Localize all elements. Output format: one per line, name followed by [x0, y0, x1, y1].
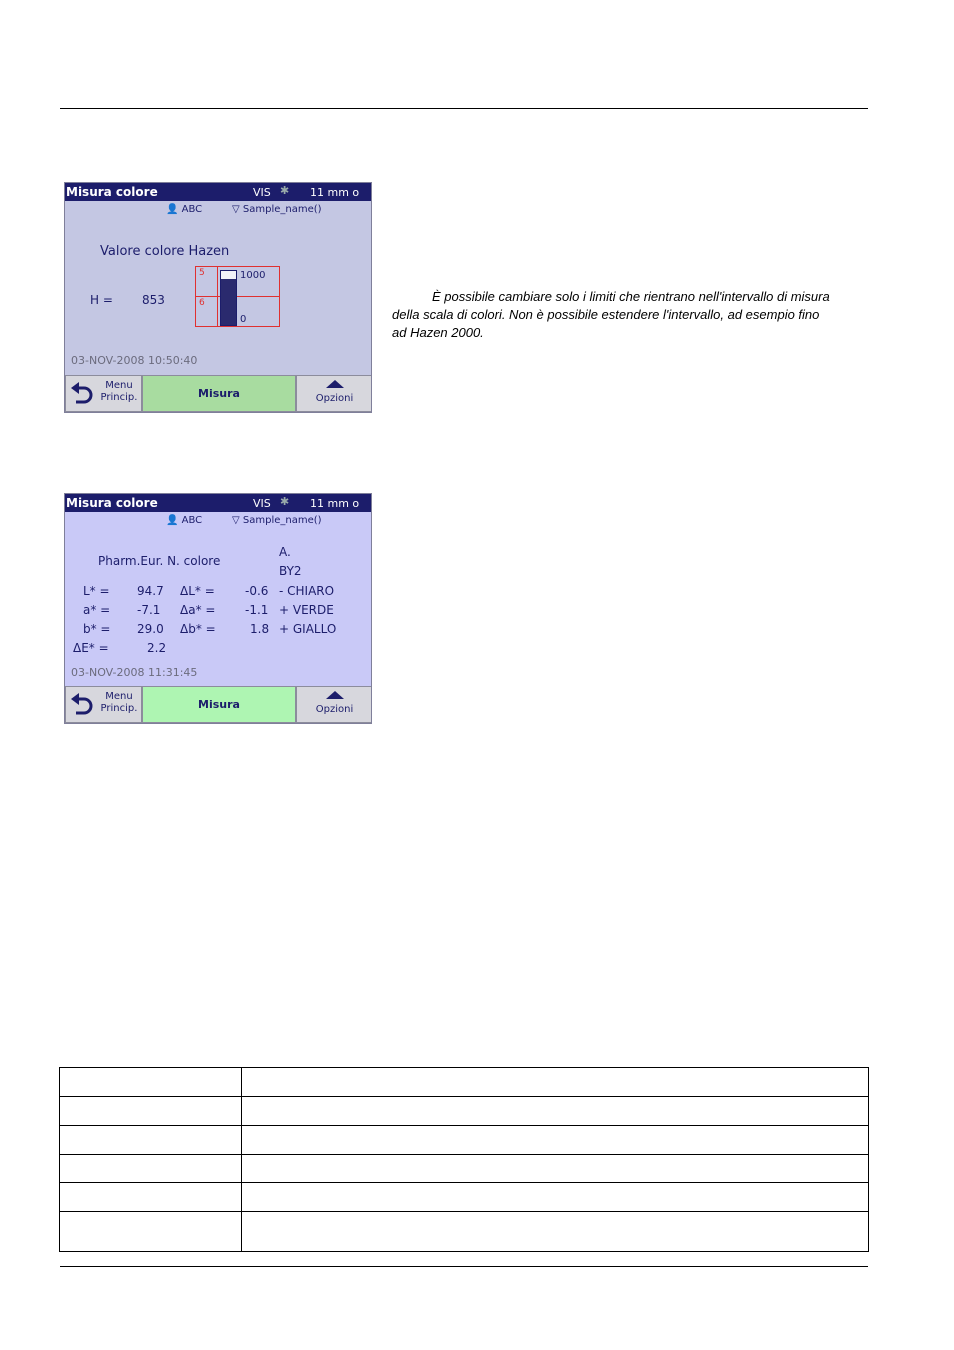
row-value: -7.1: [137, 603, 161, 617]
result-value-line1: A.: [279, 545, 291, 559]
footer-rule: [60, 1266, 868, 1267]
result-title: Valore colore Hazen: [100, 244, 230, 259]
button-row: [65, 375, 371, 412]
title-bar: [65, 494, 371, 512]
hazen-screen: [64, 182, 372, 413]
table-row: [60, 1183, 869, 1212]
result-label: Pharm.Eur. N. colore: [98, 554, 221, 568]
main-menu-line1: Menu: [105, 691, 133, 702]
row-label: b* =: [83, 622, 111, 636]
screen-title: Misura colore: [66, 185, 158, 199]
upper-zone-label: 5: [199, 268, 205, 278]
row-delta-label: Δb* =: [180, 622, 216, 636]
main-menu-line2: Princip.: [100, 703, 138, 714]
options-label: Opzioni: [315, 704, 354, 715]
color-row-b: [65, 622, 372, 638]
table-cell: [60, 1126, 242, 1155]
table-cell: [60, 1212, 242, 1252]
color-row-l: [65, 584, 372, 600]
lower-zone-label: 6: [199, 298, 205, 308]
table-cell: [242, 1068, 869, 1097]
table-cell: [60, 1068, 242, 1097]
sample-icon: ▽: [232, 515, 240, 526]
table-row: [60, 1212, 869, 1252]
row-value: 2.2: [147, 641, 167, 655]
table-cell: [242, 1183, 869, 1212]
up-arrow-icon: [326, 380, 344, 388]
row-delta-value: 1.8: [250, 622, 270, 636]
color-row-a: [65, 603, 372, 619]
sample-name: Sample_name(): [242, 204, 322, 215]
table-cell: [60, 1097, 242, 1126]
main-menu-line2: Princip.: [100, 392, 138, 403]
result-label: H =: [90, 293, 113, 307]
row-delta-value: -1.1: [245, 603, 269, 617]
user-name: ABC: [181, 515, 203, 526]
gauge-max: 1000: [240, 270, 266, 281]
main-menu-button[interactable]: [65, 375, 142, 412]
main-menu-label: [97, 691, 141, 715]
options-button[interactable]: [296, 375, 372, 412]
row-delta-label: Δa* =: [180, 603, 216, 617]
back-arrow-icon: [69, 693, 95, 717]
info-bar: [65, 515, 371, 529]
main-menu-button[interactable]: [65, 686, 142, 723]
row-description: + GIALLO: [279, 622, 337, 636]
info-bar: [65, 204, 371, 218]
table-cell: [242, 1155, 869, 1183]
row-value: 29.0: [137, 622, 164, 636]
gauge-vline: [217, 267, 218, 326]
button-row: [65, 686, 371, 723]
user-icon: 👤: [166, 204, 179, 215]
result-value-line2: BY2: [279, 564, 302, 578]
datetime: 03-NOV-2008 10:50:40: [71, 354, 198, 367]
table-row: [60, 1068, 869, 1097]
user-name: ABC: [181, 204, 203, 215]
sample-name: Sample_name(): [242, 515, 322, 526]
sample-id: [232, 515, 322, 526]
gauge-tube: [220, 270, 237, 326]
table-cell: [242, 1212, 869, 1252]
table-cell: [242, 1126, 869, 1155]
gauge-divider: [196, 296, 279, 297]
row-description: + VERDE: [279, 603, 334, 617]
table-row: [60, 1097, 869, 1126]
mode-indicator: VIS: [253, 186, 271, 199]
table-cell: [60, 1155, 242, 1183]
row-label: a* =: [83, 603, 111, 617]
screen-title: Misura colore: [66, 496, 158, 510]
lamp-icon: ✱: [280, 495, 290, 508]
user-id: [166, 515, 202, 526]
lamp-icon: ✱: [280, 184, 290, 197]
hazen-gauge: [195, 266, 280, 327]
table-cell: [242, 1097, 869, 1126]
gauge-min: 0: [240, 314, 247, 325]
measure-button[interactable]: Misura: [142, 686, 296, 723]
user-id: [166, 204, 202, 215]
row-value: 94.7: [137, 584, 164, 598]
table-row: [60, 1155, 869, 1183]
row-label: ΔE* =: [73, 641, 109, 655]
main-menu-label: [97, 380, 141, 404]
options-label: Opzioni: [315, 393, 354, 404]
row-description: - CHIARO: [279, 584, 335, 598]
row-delta-value: -0.6: [245, 584, 269, 598]
sample-id: [232, 204, 322, 215]
row-delta-label: ΔL* =: [180, 584, 215, 598]
options-button[interactable]: [296, 686, 372, 723]
note-text: [392, 288, 834, 342]
measure-button[interactable]: Misura: [142, 375, 296, 412]
result-value: 853: [142, 293, 165, 307]
cell-indicator: 11 mm o: [310, 497, 360, 510]
table-cell: [60, 1183, 242, 1212]
datetime: 03-NOV-2008 11:31:45: [71, 666, 198, 679]
pharm-eur-screen: [64, 493, 372, 724]
cell-indicator: 11 mm o: [310, 186, 360, 199]
user-icon: 👤: [166, 515, 179, 526]
header-rule: [60, 108, 868, 109]
note-body: È possibile cambiare solo i limiti che rientrano nell'intervallo di misura della scala di colori. Non è possibile estendere l'intervallo, ad esempio fino ad Hazen 2000.: [392, 289, 830, 340]
table-row: [60, 1126, 869, 1155]
title-bar: [65, 183, 371, 201]
row-label: L* =: [83, 584, 110, 598]
sample-icon: ▽: [232, 204, 240, 215]
mode-indicator: VIS: [253, 497, 271, 510]
up-arrow-icon: [326, 691, 344, 699]
color-row-e: [65, 641, 372, 657]
empty-table: [59, 1067, 869, 1252]
back-arrow-icon: [69, 382, 95, 406]
gauge-fill: [221, 279, 236, 325]
main-menu-line1: Menu: [105, 380, 133, 391]
